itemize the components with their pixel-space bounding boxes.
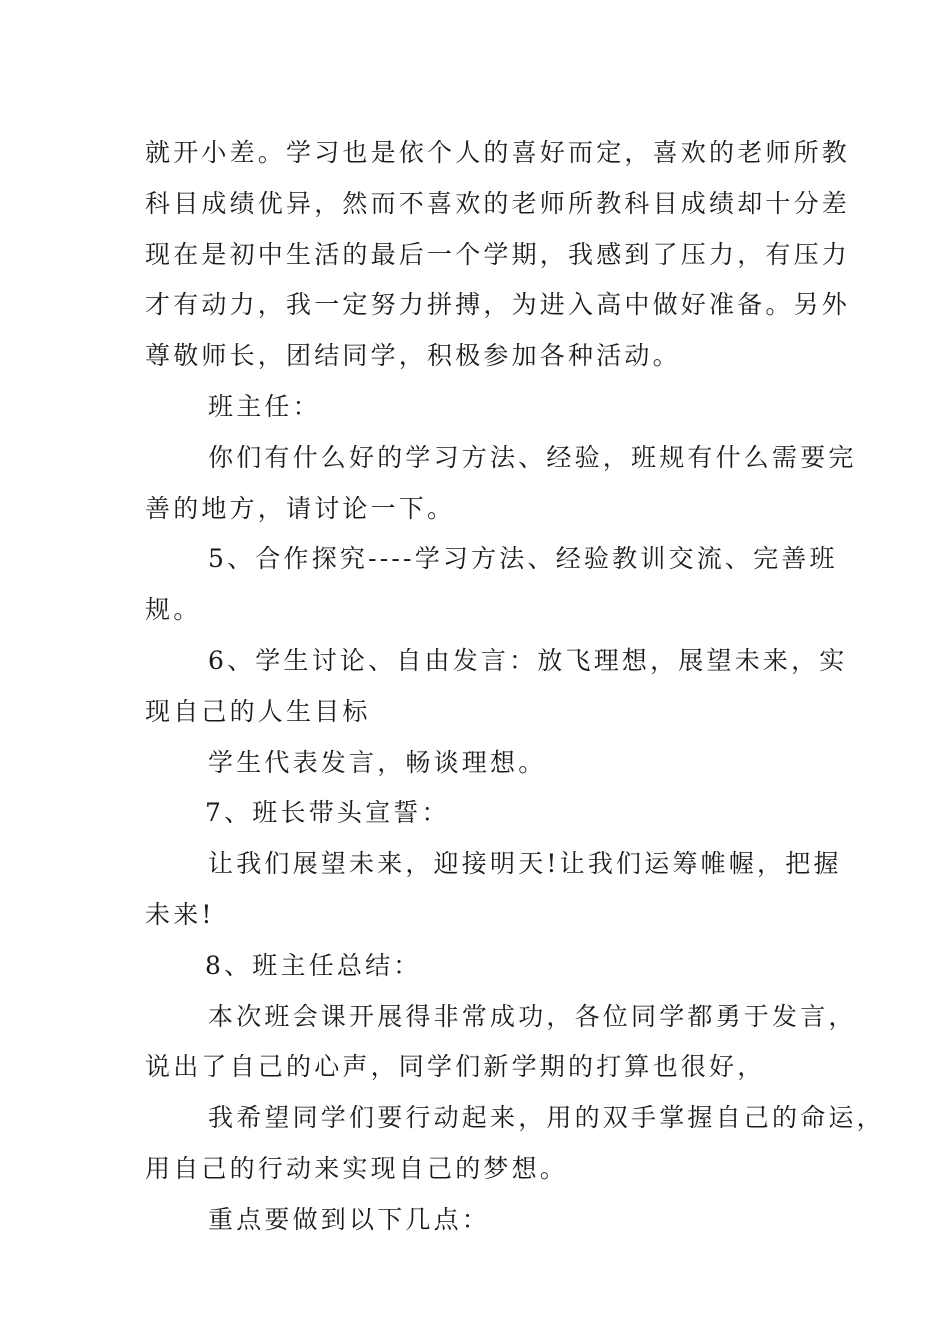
document-body: [145, 128, 885, 1246]
text-line: 学生代表发言，畅谈理想。: [208, 747, 547, 777]
section-heading-6: 6、学生讨论、自由发言：放飞理想，展望未来，实: [208, 645, 848, 675]
text-line: 善的地方，请讨论一下。: [145, 493, 456, 523]
text-line: 就开小差。学习也是依个人的喜好而定，喜欢的老师所教: [145, 138, 851, 167]
text-line: 我希望同学们要行动起来，用的双手掌握自己的命运，: [208, 1103, 885, 1133]
text-line: 现自己的人生目标: [145, 696, 371, 726]
section-heading-7: 7、班长带头宣誓：: [205, 798, 450, 828]
text-line: 科目成绩优异，然而不喜欢的老师所教科目成绩却十分差: [145, 188, 851, 218]
text-line: 规。: [145, 595, 202, 625]
section-heading-5: 5、合作探究----学习方法、经验教训交流、完善班: [208, 544, 838, 574]
section-heading-8: 8、班主任总结：: [205, 950, 422, 980]
text-line: 现在是初中生活的最后一个学期，我感到了压力，有压力: [145, 239, 851, 269]
text-line: 你们有什么好的学习方法、经验，班规有什么需要完: [208, 442, 857, 472]
text-line: 未来!: [145, 899, 215, 929]
text-line: 说出了自己的心声，同学们新学期的打算也很好，: [145, 1052, 766, 1082]
text-line: 用自己的行动来实现自己的梦想。: [145, 1153, 569, 1183]
text-line: 才有动力，我一定努力拼搏，为进入高中做好准备。另外: [145, 290, 851, 320]
text-line: 让我们展望未来，迎接明天!让我们运筹帷幄，把握: [208, 849, 842, 879]
speaker-label: 班主任：: [208, 391, 321, 421]
text-line: 重点要做到以下几点：: [208, 1204, 491, 1234]
text-line: 尊敬师长，团结同学，积极参加各种活动。: [145, 341, 681, 371]
text-line: 本次班会课开展得非常成功，各位同学都勇于发言，: [208, 1001, 857, 1031]
